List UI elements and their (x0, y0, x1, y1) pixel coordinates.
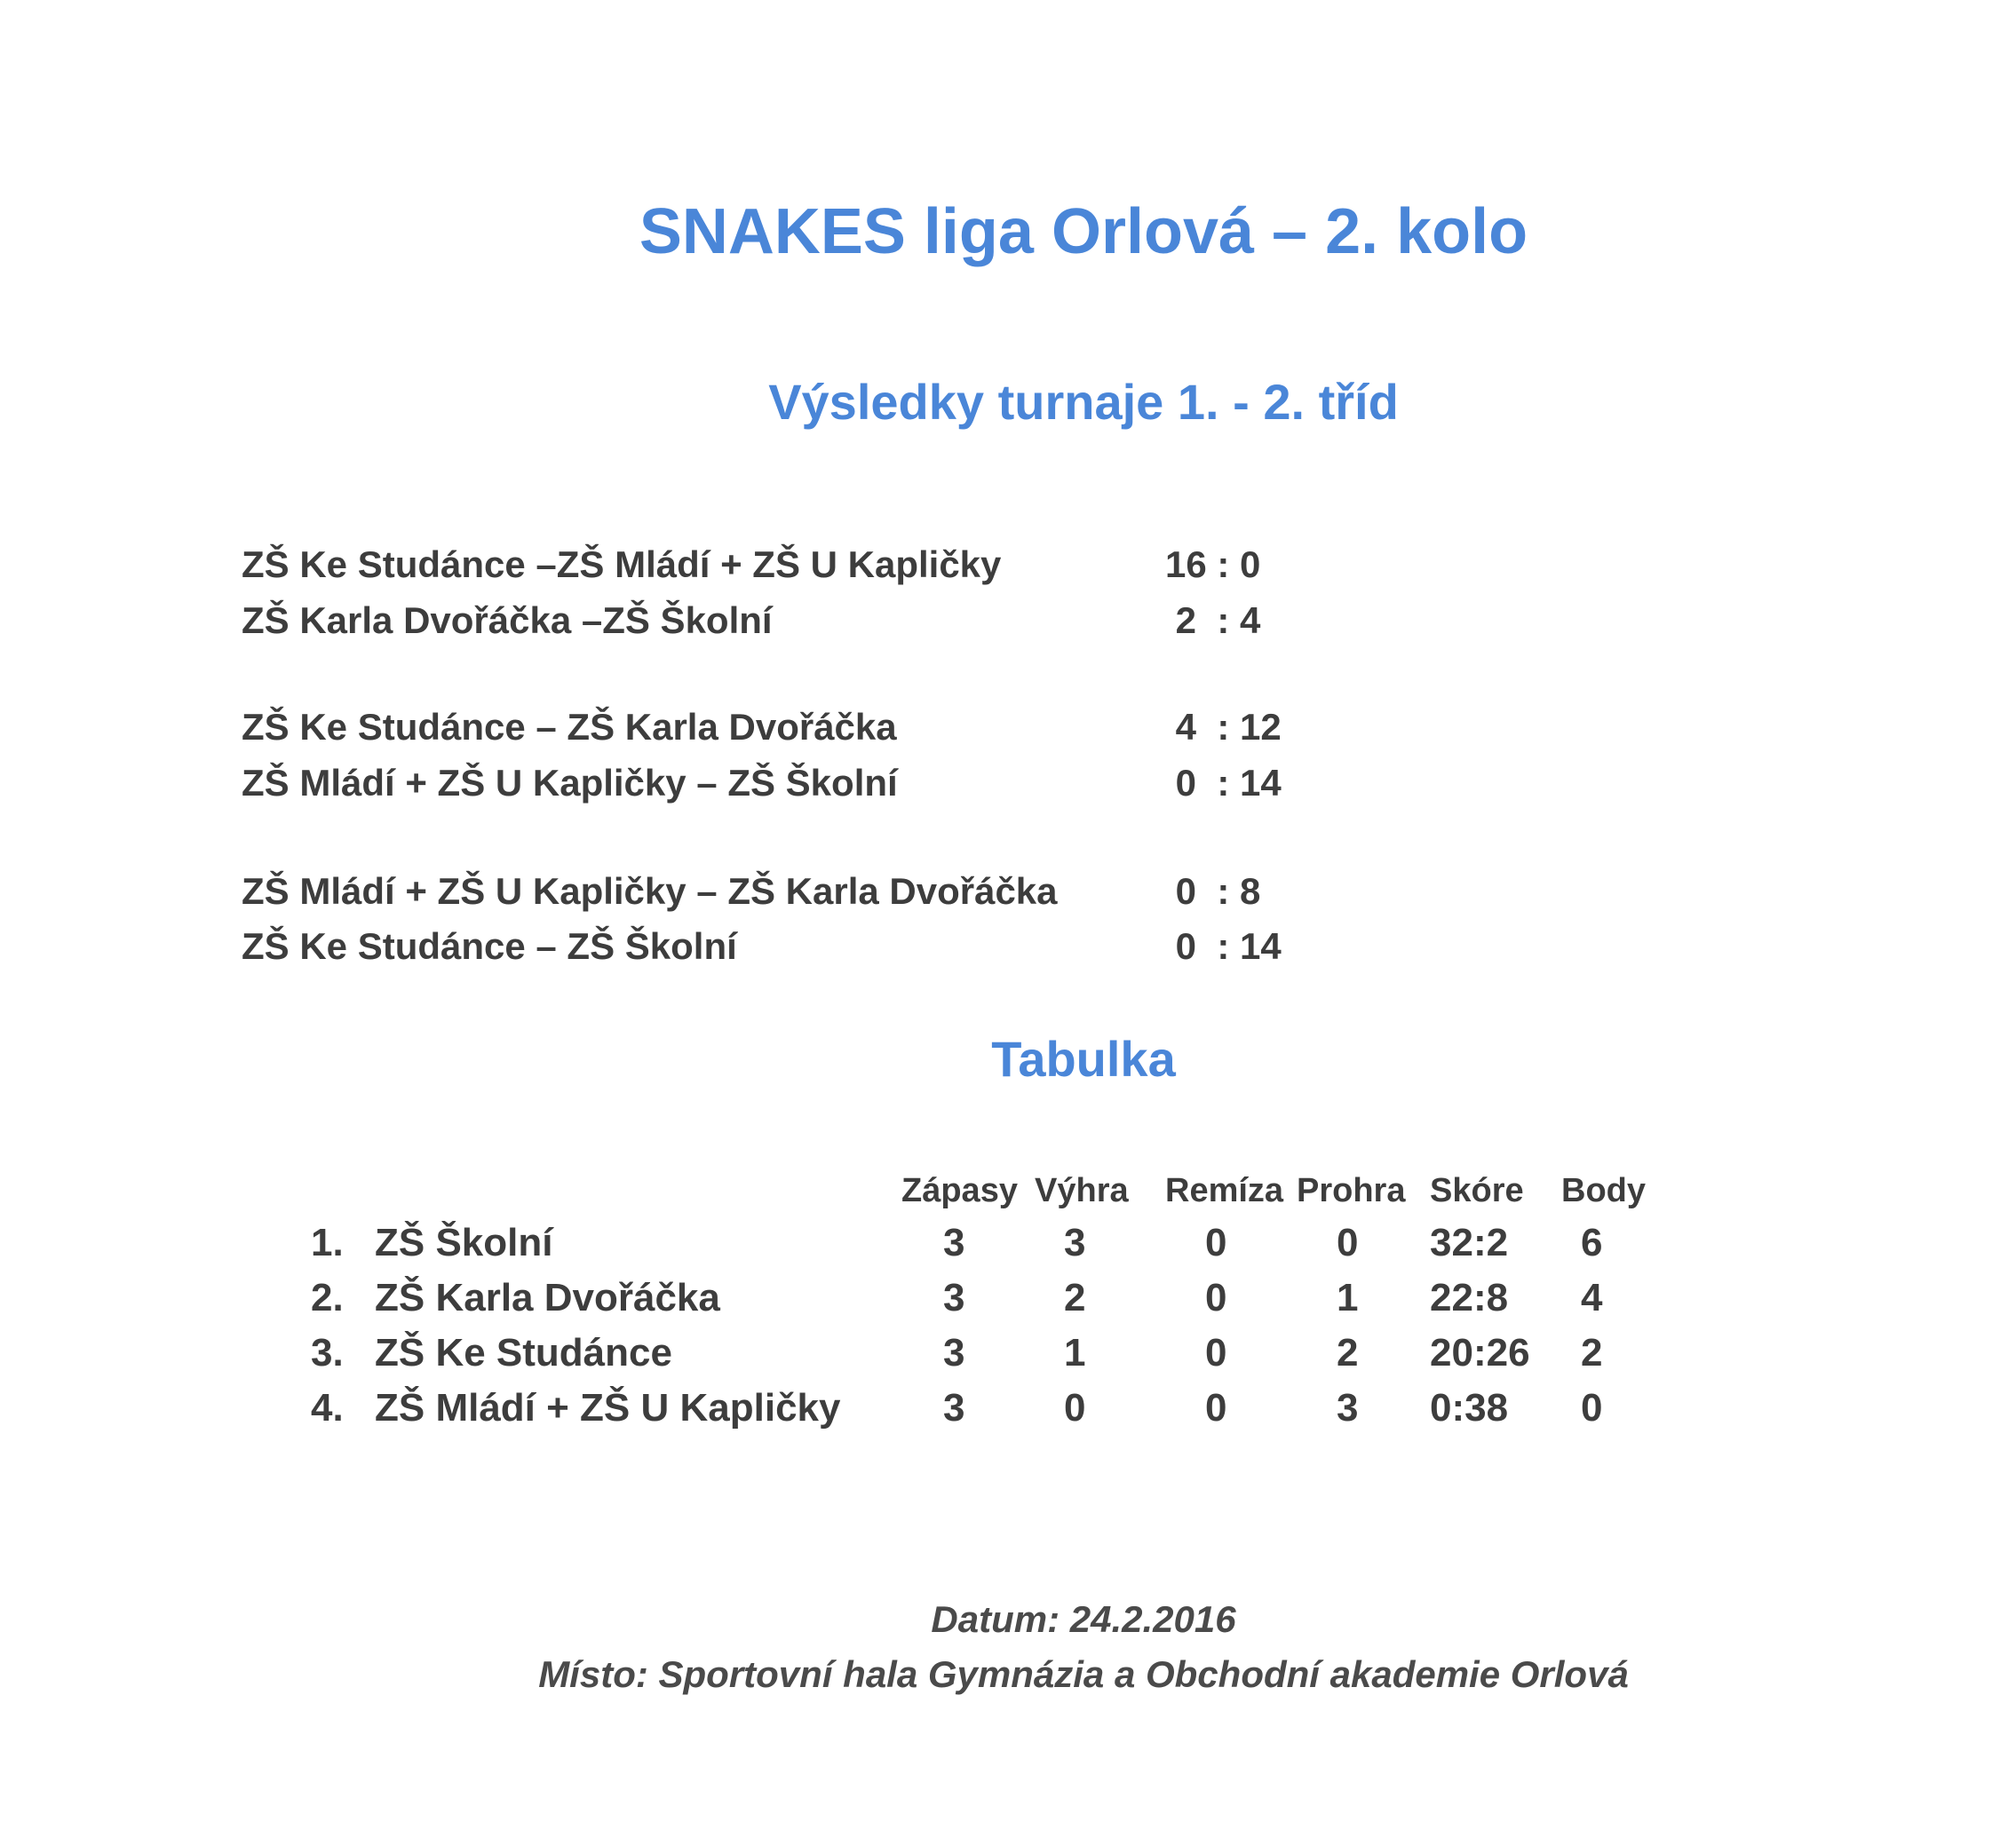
vyhra-value: 1 (1064, 1331, 1086, 1374)
remiza-value: 0 (1205, 1331, 1227, 1374)
vyhra-value: 3 (1064, 1221, 1086, 1264)
header-body: Body (1561, 1172, 1646, 1209)
remiza-value: 0 (1205, 1221, 1227, 1264)
match-score: 0 : 8 (1165, 870, 1261, 912)
match-score: 0 : 14 (1165, 925, 1282, 967)
skore-value: 0:38 (1430, 1386, 1509, 1430)
body-value: 6 (1581, 1221, 1603, 1264)
zapasy-value: 3 (943, 1331, 965, 1374)
match-teams: ZŠ Karla Dvořáčka –ZŠ Školní (242, 599, 773, 641)
team-name: ZŠ Ke Studánce (375, 1331, 672, 1374)
prohra-value: 3 (1337, 1386, 1359, 1430)
venue-line: Místo: Sportovní hala Gymnázia a Obchodní akademie Orlová (538, 1653, 1629, 1695)
team-name: ZŠ Karla Dvořáčka (375, 1276, 720, 1319)
match-score: 16 : 0 (1165, 543, 1261, 585)
vyhra-value: 2 (1064, 1276, 1086, 1319)
remiza-value: 0 (1205, 1386, 1227, 1430)
table-row (0, 1221, 2016, 1274)
header-remiza: Remíza (1165, 1172, 1284, 1209)
rank: 3. (311, 1331, 344, 1374)
match-teams: ZŠ Mládí + ZŠ U Kapličky – ZŠ Školní (242, 762, 898, 804)
match-teams: ZŠ Ke Studánce – ZŠ Karla Dvořáčka (242, 706, 897, 748)
match-teams: ZŠ Ke Studánce – ZŠ Školní (242, 925, 737, 967)
skore-value: 32:2 (1430, 1221, 1509, 1264)
rank: 1. (311, 1221, 344, 1264)
page-title: SNAKES liga Orlová – 2. kolo (639, 196, 1528, 267)
header-vyhra: Výhra (1035, 1172, 1129, 1209)
header-prohra: Prohra (1297, 1172, 1406, 1209)
vyhra-value: 0 (1064, 1386, 1086, 1430)
table-row (0, 1276, 2016, 1329)
header-skore: Skóre (1430, 1172, 1524, 1209)
match-teams: ZŠ Mládí + ZŠ U Kapličky – ZŠ Karla Dvořáčka (242, 870, 1058, 912)
zapasy-value: 3 (943, 1221, 965, 1264)
table-row (0, 1386, 2016, 1439)
prohra-value: 0 (1337, 1221, 1359, 1264)
table-row (0, 1331, 2016, 1384)
match-score: 0 : 14 (1165, 762, 1282, 804)
rank: 4. (311, 1386, 344, 1430)
prohra-value: 1 (1337, 1276, 1359, 1319)
skore-value: 22:8 (1430, 1276, 1509, 1319)
match-score: 4 : 12 (1165, 706, 1282, 748)
prohra-value: 2 (1337, 1331, 1359, 1374)
header-zapasy: Zápasy (901, 1172, 1018, 1209)
skore-value: 20:26 (1430, 1331, 1530, 1374)
body-value: 0 (1581, 1386, 1603, 1430)
team-name: ZŠ Mládí + ZŠ U Kapličky (375, 1386, 841, 1430)
body-value: 2 (1581, 1331, 1603, 1374)
match-teams: ZŠ Ke Studánce –ZŠ Mládí + ZŠ U Kapličky (242, 543, 1002, 585)
match-score: 2 : 4 (1165, 599, 1261, 641)
table-title: Tabulka (991, 1031, 1176, 1087)
team-name: ZŠ Školní (375, 1221, 553, 1264)
date-line: Datum: 24.2.2016 (931, 1598, 1236, 1640)
zapasy-value: 3 (943, 1386, 965, 1430)
rank: 2. (311, 1276, 344, 1319)
body-value: 4 (1581, 1276, 1603, 1319)
zapasy-value: 3 (943, 1276, 965, 1319)
remiza-value: 0 (1205, 1276, 1227, 1319)
results-subtitle: Výsledky turnaje 1. - 2. tříd (768, 374, 1399, 430)
